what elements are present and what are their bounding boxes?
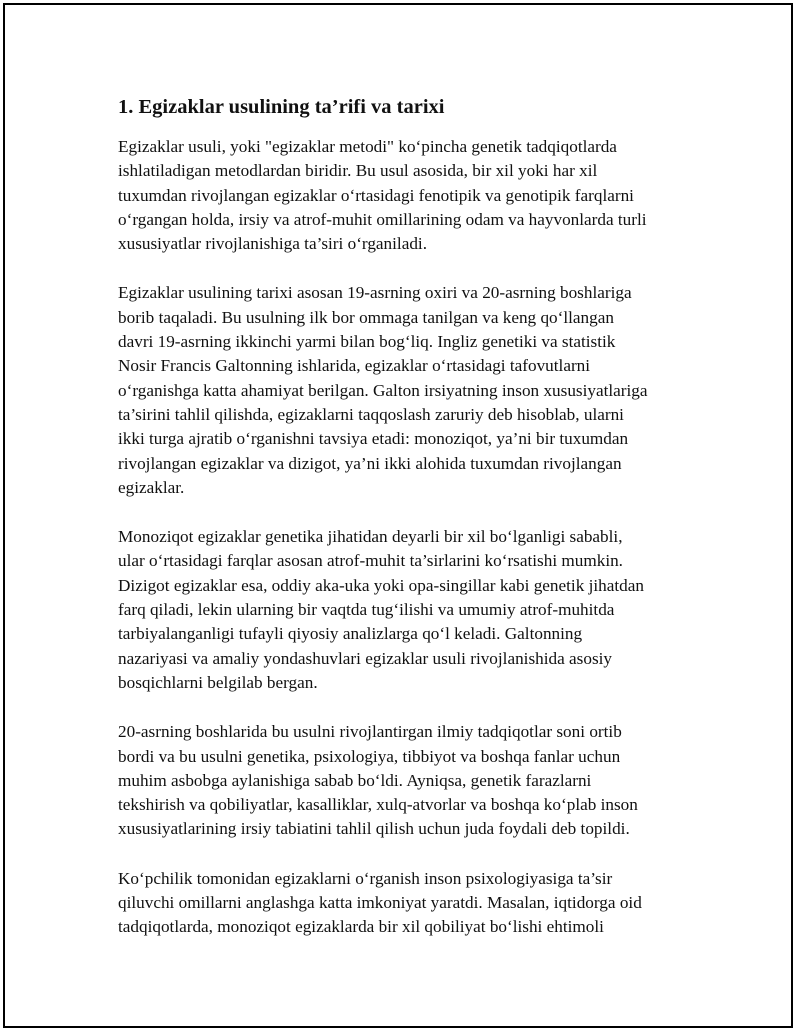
text-line: qiluvchi omillarni anglashga katta imkoniyat yaratdi. Masalan, iqtidorga oid bbox=[118, 893, 642, 913]
paragraph-psychology bbox=[118, 867, 698, 940]
text-line: farq qiladi, lekin ularning bir vaqtda tug‘ilishi va umumiy atrof-muhitda bbox=[118, 600, 615, 620]
text-line: Monoziqot egizaklar genetika jihatidan deyarli bir xil bo‘lganligi sababli, bbox=[118, 527, 623, 547]
text-line: ta’sirini tahlil qilishda, egizaklarni taqqoslash zaruriy deb hisoblab, ularni bbox=[118, 404, 624, 424]
text-line: o‘rganishga katta ahamiyat berilgan. Galton irsiyatning inson xususiyatlariga bbox=[118, 380, 648, 400]
text-line: bordi va bu usulni genetika, psixologiya, tibbiyot va boshqa fanlar uchun bbox=[118, 746, 621, 766]
text-line: tarbiyalanganligi tufayli qiyosiy analizlarga qo‘l keladi. Galtonning bbox=[118, 624, 583, 644]
text-line: tekshirish va qobiliyatlar, kasalliklar, xulq-atvorlar va boshqa ko‘plab inson bbox=[118, 795, 638, 815]
text-line: bosqichlarni belgilab bergan. bbox=[118, 672, 318, 692]
text-line: Ko‘pchilik tomonidan egizaklarni o‘rganish inson psixologiyasiga ta’sir bbox=[118, 868, 613, 888]
paragraph-history bbox=[118, 281, 698, 500]
text-line: ular o‘rtasidagi farqlar asosan atrof-muhit ta’sirlarini ko‘rsatishi mumkin. bbox=[118, 551, 623, 571]
text-line: nazariyasi va amaliy yondashuvlari egizaklar usuli rivojlanishida asosiy bbox=[118, 648, 612, 668]
text-line: xususiyatlarining irsiy tabiatini tahlil qilish uchun juda foydali deb topildi. bbox=[118, 819, 630, 839]
text-line: egizaklar. bbox=[118, 477, 185, 497]
text-line: o‘rgangan holda, irsiy va atrof-muhit omillarining odam va hayvonlarda turli bbox=[118, 209, 647, 229]
text-line: Egizaklar usulining tarixi asosan 19-asrning oxiri va 20-asrning boshlariga bbox=[118, 283, 632, 303]
text-line: tadqiqotlarda, monoziqot egizaklarda bir xil qobiliyat bo‘lishi ehtimoli bbox=[118, 917, 604, 937]
paragraph-20th-century bbox=[118, 720, 698, 841]
text-line: ishlatiladigan metodlardan biridir. Bu usul asosida, bir xil yoki har xil bbox=[118, 161, 598, 181]
text-line: rivojlangan egizaklar va dizigot, ya’ni ikki alohida tuxumdan rivojlangan bbox=[118, 453, 622, 473]
text-line: tuxumdan rivojlangan egizaklar o‘rtasidagi fenotipik va genotipik farqlarni bbox=[118, 185, 634, 205]
text-line: Egizaklar usuli, yoki "egizaklar metodi" ko‘pincha genetik tadqiqotlarda bbox=[118, 137, 617, 156]
text-line: Dizigot egizaklar esa, oddiy aka-uka yoki opa-singillar kabi genetik jihatdan bbox=[118, 575, 644, 595]
text-line: borib taqaladi. Bu usulning ilk bor ommaga tanilgan va keng qo‘llangan bbox=[118, 307, 614, 327]
paragraph-twin-types bbox=[118, 525, 698, 695]
text-line: davri 19-asrning ikkinchi yarmi bilan bog‘liq. Ingliz genetiki va statistik bbox=[118, 332, 616, 352]
document-body bbox=[118, 94, 698, 965]
text-line: ikki turga ajratib o‘rganishni tavsiya etadi: monoziqot, ya’ni bir tuxumdan bbox=[118, 429, 629, 449]
section-heading: 1. Egizaklar usulining ta’rifi va tarixi bbox=[118, 96, 445, 118]
text-line: Nosir Francis Galtonning ishlarida, egizaklar o‘rtasidagi tafovutlarni bbox=[118, 356, 591, 376]
text-line: xususiyatlar rivojlanishiga ta’siri o‘rganiladi. bbox=[118, 234, 427, 254]
text-line: muhim asbobga aylanishiga sabab bo‘ldi. Ayniqsa, genetik farazlarni bbox=[118, 770, 592, 790]
text-line: 20-asrning boshlarida bu usulni rivojlantirgan ilmiy tadqiqotlar soni ortib bbox=[118, 722, 622, 742]
paragraph-definition bbox=[118, 135, 698, 256]
